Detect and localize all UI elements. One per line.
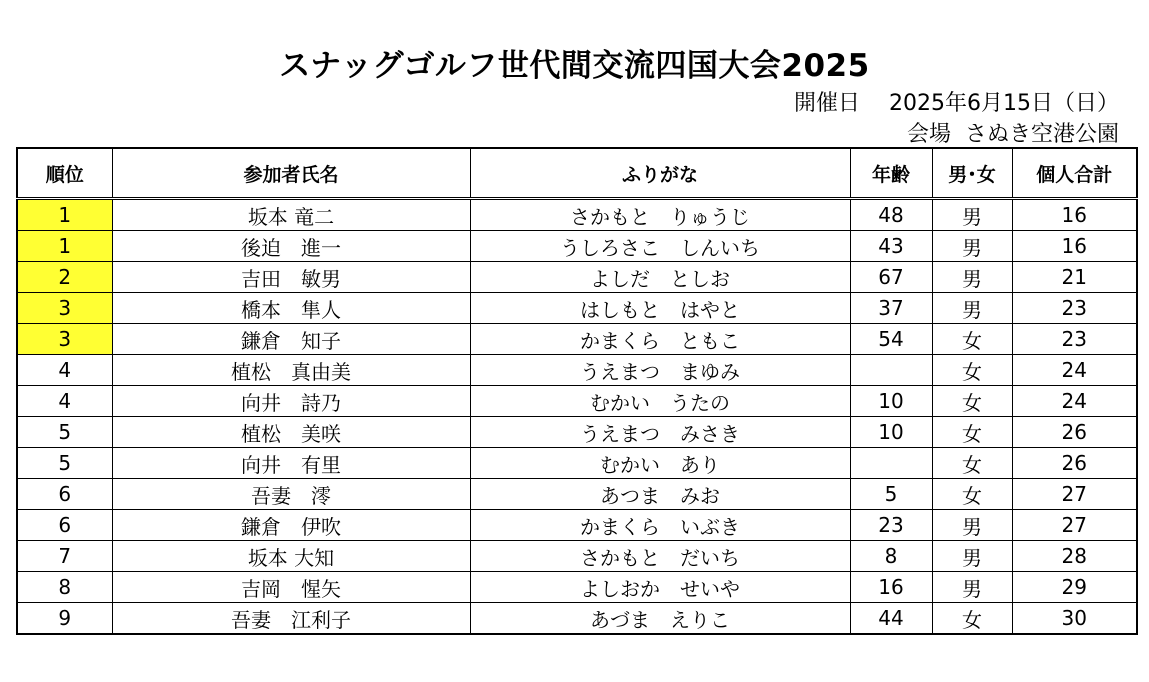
cell-total: 23 [1012, 324, 1137, 355]
cell-total: 23 [1012, 293, 1137, 324]
cell-gender: 男 [932, 510, 1012, 541]
cell-total: 26 [1012, 448, 1137, 479]
header-rank: 順位 [17, 148, 112, 199]
cell-name: 吉岡 惺矢 [112, 572, 470, 603]
cell-total: 16 [1012, 231, 1137, 262]
table-row [17, 510, 1137, 541]
cell-kana: さかもと だいち [470, 541, 850, 572]
cell-gender: 女 [932, 448, 1012, 479]
cell-gender: 女 [932, 324, 1012, 355]
cell-rank: 4 [17, 386, 112, 417]
table-row [17, 293, 1137, 324]
cell-rank: 1 [17, 231, 112, 262]
cell-age: 16 [850, 572, 932, 603]
cell-age: 44 [850, 603, 932, 635]
cell-name: 後迫 進一 [112, 231, 470, 262]
cell-kana: かまくら ともこ [470, 324, 850, 355]
cell-kana: うえまつ まゆみ [470, 355, 850, 386]
cell-rank: 5 [17, 417, 112, 448]
header-row [17, 148, 1137, 199]
results-table [16, 147, 1138, 635]
header-total: 個人合計 [1012, 148, 1137, 199]
cell-gender: 女 [932, 603, 1012, 635]
cell-age: 54 [850, 324, 932, 355]
cell-name: 吉田 敏男 [112, 262, 470, 293]
header-name: 参加者氏名 [112, 148, 470, 199]
cell-age: 10 [850, 417, 932, 448]
page-title: スナッグゴルフ世代間交流四国大会2025 [279, 48, 870, 84]
cell-age: 37 [850, 293, 932, 324]
cell-total: 16 [1012, 199, 1137, 231]
cell-total: 24 [1012, 386, 1137, 417]
cell-rank: 4 [17, 355, 112, 386]
table-row [17, 541, 1137, 572]
cell-gender: 男 [932, 262, 1012, 293]
cell-age: 8 [850, 541, 932, 572]
cell-name: 橋本 隼人 [112, 293, 470, 324]
cell-name: 向井 詩乃 [112, 386, 470, 417]
cell-age: 5 [850, 479, 932, 510]
cell-rank: 1 [17, 199, 112, 231]
table-row [17, 199, 1137, 231]
cell-total: 26 [1012, 417, 1137, 448]
cell-age: 48 [850, 199, 932, 231]
cell-kana: うしろさこ しんいち [470, 231, 850, 262]
cell-name: 坂本 大知 [112, 541, 470, 572]
table-row [17, 386, 1137, 417]
cell-total: 29 [1012, 572, 1137, 603]
cell-total: 28 [1012, 541, 1137, 572]
cell-name: 鎌倉 知子 [112, 324, 470, 355]
cell-age: 23 [850, 510, 932, 541]
cell-rank: 2 [17, 262, 112, 293]
event-date: 開催日 2025年6月15日（日） [794, 91, 1119, 116]
cell-rank: 8 [17, 572, 112, 603]
cell-kana: あづま えりこ [470, 603, 850, 635]
cell-rank: 3 [17, 324, 112, 355]
table-row [17, 448, 1137, 479]
cell-total: 27 [1012, 479, 1137, 510]
table-row [17, 603, 1137, 635]
cell-rank: 6 [17, 510, 112, 541]
event-venue: 会場 さぬき空港公園 [907, 122, 1119, 147]
table-row [17, 262, 1137, 293]
cell-name: 吾妻 澪 [112, 479, 470, 510]
cell-gender: 女 [932, 417, 1012, 448]
cell-gender: 男 [932, 293, 1012, 324]
cell-total: 30 [1012, 603, 1137, 635]
header-age: 年齢 [850, 148, 932, 199]
cell-gender: 女 [932, 355, 1012, 386]
cell-total: 24 [1012, 355, 1137, 386]
cell-gender: 男 [932, 541, 1012, 572]
cell-name: 向井 有里 [112, 448, 470, 479]
cell-age: 10 [850, 386, 932, 417]
cell-total: 27 [1012, 510, 1137, 541]
header-kana: ふりがな [470, 148, 850, 199]
cell-gender: 女 [932, 479, 1012, 510]
cell-rank: 7 [17, 541, 112, 572]
cell-kana: むかい あり [470, 448, 850, 479]
cell-rank: 6 [17, 479, 112, 510]
cell-kana: よしおか せいや [470, 572, 850, 603]
cell-kana: あつま みお [470, 479, 850, 510]
cell-age: 43 [850, 231, 932, 262]
cell-kana: むかい うたの [470, 386, 850, 417]
table-row [17, 572, 1137, 603]
table-row [17, 231, 1137, 262]
table-row [17, 324, 1137, 355]
cell-gender: 男 [932, 231, 1012, 262]
cell-rank: 3 [17, 293, 112, 324]
cell-name: 吾妻 江利子 [112, 603, 470, 635]
cell-age: 67 [850, 262, 932, 293]
cell-gender: 男 [932, 199, 1012, 231]
cell-name: 坂本 竜二 [112, 199, 470, 231]
cell-kana: かまくら いぶき [470, 510, 850, 541]
cell-rank: 5 [17, 448, 112, 479]
cell-kana: うえまつ みさき [470, 417, 850, 448]
cell-kana: はしもと はやと [470, 293, 850, 324]
cell-kana: さかもと りゅうじ [470, 199, 850, 231]
cell-name: 植松 真由美 [112, 355, 470, 386]
header-gender: 男･女 [932, 148, 1012, 199]
cell-total: 21 [1012, 262, 1137, 293]
cell-name: 鎌倉 伊吹 [112, 510, 470, 541]
cell-gender: 女 [932, 386, 1012, 417]
cell-gender: 男 [932, 572, 1012, 603]
table-row [17, 417, 1137, 448]
cell-kana: よしだ としお [470, 262, 850, 293]
cell-name: 植松 美咲 [112, 417, 470, 448]
cell-age [850, 448, 932, 479]
table-row [17, 355, 1137, 386]
cell-rank: 9 [17, 603, 112, 635]
table-row [17, 479, 1137, 510]
cell-age [850, 355, 932, 386]
